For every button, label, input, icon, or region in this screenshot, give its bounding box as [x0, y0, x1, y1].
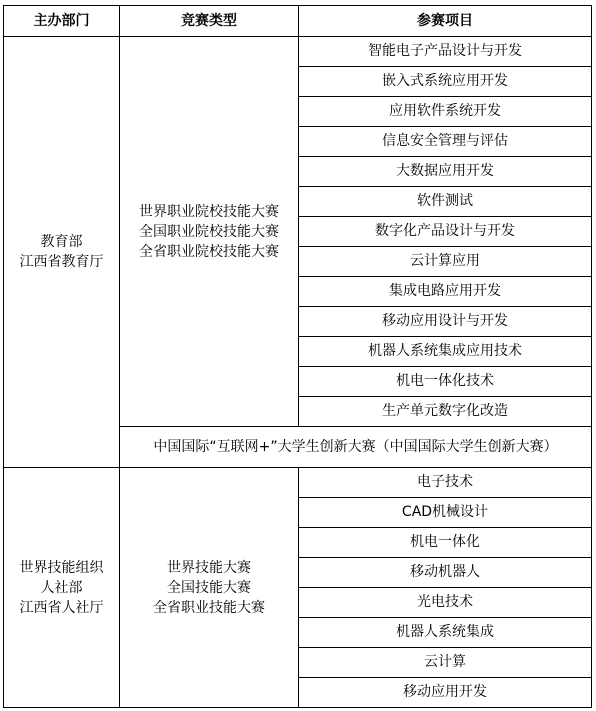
dept-cell-education — [4, 37, 120, 468]
type-cell-vocational — [120, 37, 299, 427]
type-line: 全省职业技能大赛 — [153, 599, 265, 616]
item-cell: 嵌入式系统应用开发 — [299, 67, 592, 97]
competition-table — [3, 5, 592, 708]
item-cell: 生产单元数字化改造 — [299, 397, 592, 427]
table-row — [4, 468, 592, 498]
type-line: 世界职业院校技能大赛 — [139, 203, 279, 220]
item-cell: 云计算应用 — [299, 247, 592, 277]
item-cell: 机电一体化 — [299, 528, 592, 558]
item-cell: 集成电路应用开发 — [299, 277, 592, 307]
header-row — [4, 6, 592, 37]
item-cell: 机器人系统集成应用技术 — [299, 337, 592, 367]
dept-cell-worldskills — [4, 468, 120, 708]
innovation-contest-cell: 中国国际“互联网+”大学生创新大赛（中国国际大学生创新大赛） — [120, 427, 592, 468]
header-dept: 主办部门 — [4, 6, 120, 37]
item-cell: 软件测试 — [299, 187, 592, 217]
dept-line: 教育部 — [40, 234, 83, 250]
item-cell: 大数据应用开发 — [299, 157, 592, 187]
type-line: 世界技能大赛 — [167, 559, 251, 576]
dept-line: 人社部 — [40, 579, 83, 596]
type-line: 全省职业院校技能大赛 — [139, 243, 279, 260]
type-line: 全国职业院校技能大赛 — [139, 223, 279, 240]
dept-line: 江西省教育厅 — [19, 254, 104, 270]
type-cell-skills — [120, 468, 299, 708]
header-items: 参赛项目 — [299, 6, 592, 37]
item-cell: 光电技术 — [299, 588, 592, 618]
type-line: 全国技能大赛 — [167, 579, 251, 596]
item-cell: 移动机器人 — [299, 558, 592, 588]
item-cell: 应用软件系统开发 — [299, 97, 592, 127]
item-cell: 智能电子产品设计与开发 — [299, 37, 592, 67]
item-cell: 机电一体化技术 — [299, 367, 592, 397]
item-cell: 移动应用开发 — [299, 678, 592, 708]
table-row — [4, 37, 592, 67]
item-cell: 电子技术 — [299, 468, 592, 498]
header-type: 竞赛类型 — [120, 6, 299, 37]
item-cell: 数字化产品设计与开发 — [299, 217, 592, 247]
item-cell: 云计算 — [299, 648, 592, 678]
dept-line: 江西省人社厅 — [19, 599, 104, 616]
dept-line: 世界技能组织 — [19, 559, 104, 576]
item-cell: 信息安全管理与评估 — [299, 127, 592, 157]
item-cell: CAD机械设计 — [299, 498, 592, 528]
item-cell: 移动应用设计与开发 — [299, 307, 592, 337]
item-cell: 机器人系统集成 — [299, 618, 592, 648]
